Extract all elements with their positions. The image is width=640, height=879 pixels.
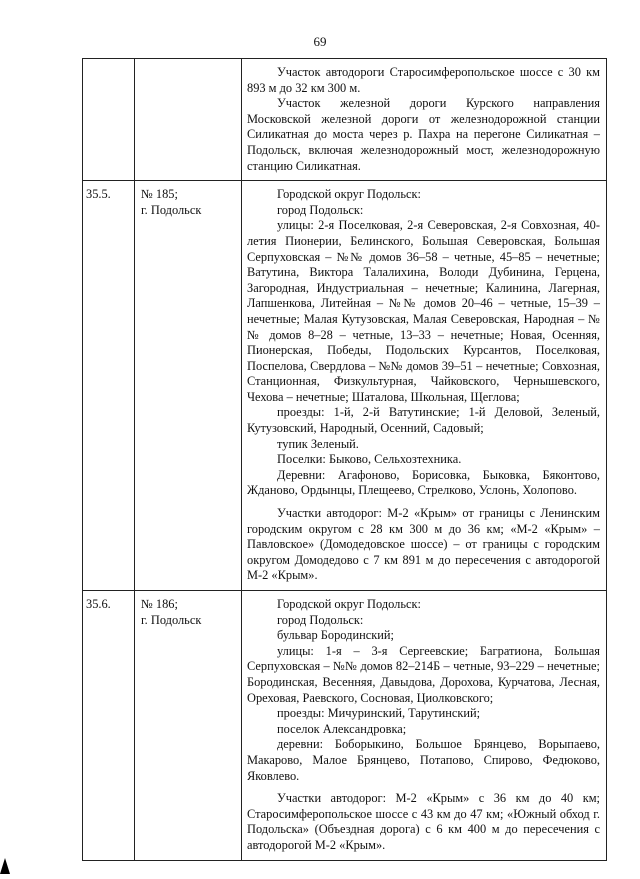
description-paragraph: город Подольск: xyxy=(277,612,364,627)
description-paragraph: деревни: Боборыкино, Большое Брянцево, Ворыпаево, Макарово, Малое Брянцево, Потапово, Спирово, Федюково, Яковлево. xyxy=(247,737,600,783)
table-body xyxy=(83,59,607,861)
table-row xyxy=(83,181,607,591)
scan-edge-mark xyxy=(0,858,10,874)
description-paragraph: проезды: Мичуринский, Тарутинский; xyxy=(277,706,481,721)
description-paragraph: улицы: 1-я – 3-я Сергеевские; Багратиона, Большая Серпуховская – №№ домов 82–214Б – четные, 93–229 – нечетные; Бородинская, Весенняя, Давыдова, Дорохова, Курчатова, Лесная, Ореховая, Раевского, Сосновая, Циолковского; xyxy=(247,643,600,705)
district-number-cell: 35.5. xyxy=(83,181,135,591)
table-row xyxy=(83,59,607,181)
district-description-cell xyxy=(242,59,607,181)
district-name-line: г. Подольск xyxy=(141,612,202,627)
description-paragraph: улицы: 2-я Поселковая, 2-я Северовская, 2-я Совхозная, 40-летия Пионерии, Белинского, Большая Северовская, Большая Серпуховская – №№ домов 36–58 – четные, 45–85 – нечетные; Ватутина, Виктора Талалихина, Володи Дубинина, Герцена, Загородная, Индустриальная – нечетные; Калинина, Лагерная, Лапшенкова, Литейная – №№ домов 20–46 – четные, 15–39 – нечетные; Малая Кутузовская, Малая Северовская, Народная – №№ домов 8–28 – четные, 13–33 – нечетные; Новая, Осенняя, Пионерская, Победы, Подольских Курсантов, Поселковая, Поспелова, Свердлова – №№ домов 39–51 – нечетные; Совхозная, Станционная, Физкультурная, Чайковского, Чернышевского, Чехова – нечетные; Шаталова, Школьная, Щеглова; xyxy=(247,218,600,404)
description-paragraph: проезды: 1-й, 2-й Ватутинские; 1-й Деловой, Зеленый, Кутузовский, Народный, Осенний, Садовый; xyxy=(247,405,600,436)
description-paragraph: Участок железной дороги Курского направления Московской железной дороги от железнодорожной станции Силикатная до моста через р. Пахра на перегоне Силикатная – Подольск, включая железнодорожный мост, железнодорожную станцию Силикатная. xyxy=(247,96,600,173)
district-name-cell xyxy=(135,591,242,861)
description-paragraph: тупик Зеленый. xyxy=(277,436,359,451)
table-row xyxy=(83,591,607,861)
description-paragraph: Городской округ Подольск: xyxy=(277,597,421,611)
description-paragraph: Деревни: Агафоново, Борисовка, Быковка, Бяконтово, Жданово, Ордынцы, Плещеево, Стрелково, Услонь, Холопово. xyxy=(247,467,600,498)
description-paragraph: бульвар Бородинский; xyxy=(277,628,394,643)
districts-table xyxy=(82,58,607,861)
district-name-line: г. Подольск xyxy=(141,202,202,217)
description-paragraph: Участок автодороги Старосимферопольское шоссе с 30 км 893 м до 32 км 300 м. xyxy=(247,65,600,95)
description-paragraph: город Подольск: xyxy=(277,202,364,217)
district-description-cell xyxy=(242,591,607,861)
district-name-line: № 185; xyxy=(141,187,178,202)
district-name-line: № 186; xyxy=(141,597,178,611)
description-paragraph: Участки автодорог: М-2 «Крым» от границы с Ленинским городским округом с 28 км 300 м до 36 км; «М-2 «Крым» – Павловское» (Домодедовское шоссе) – от границы с городским округом Домодедово с 7 км 891 м до пересечения с автодорогой М-2 «Крым». xyxy=(247,506,600,583)
district-name-cell xyxy=(135,181,242,591)
district-name-cell xyxy=(135,59,242,181)
description-paragraph: Участки автодорог: М-2 «Крым» с 36 км до 40 км; Старосимферопольское шоссе с 43 км до 47 км; «Южный обход г. Подольска» (Объездная дорога) с 6 км 400 м до пересечения с автодорогой М-2 «Крым». xyxy=(247,791,600,852)
description-paragraph: Поселки: Быково, Сельхозтехника. xyxy=(277,452,462,467)
district-number-cell xyxy=(83,59,135,181)
page-number: 69 xyxy=(313,34,327,49)
district-number-cell: 35.6. xyxy=(83,591,135,861)
description-paragraph: поселок Александровка; xyxy=(277,721,407,736)
district-description-cell xyxy=(242,181,607,591)
description-paragraph: Городской округ Подольск: xyxy=(277,187,421,202)
